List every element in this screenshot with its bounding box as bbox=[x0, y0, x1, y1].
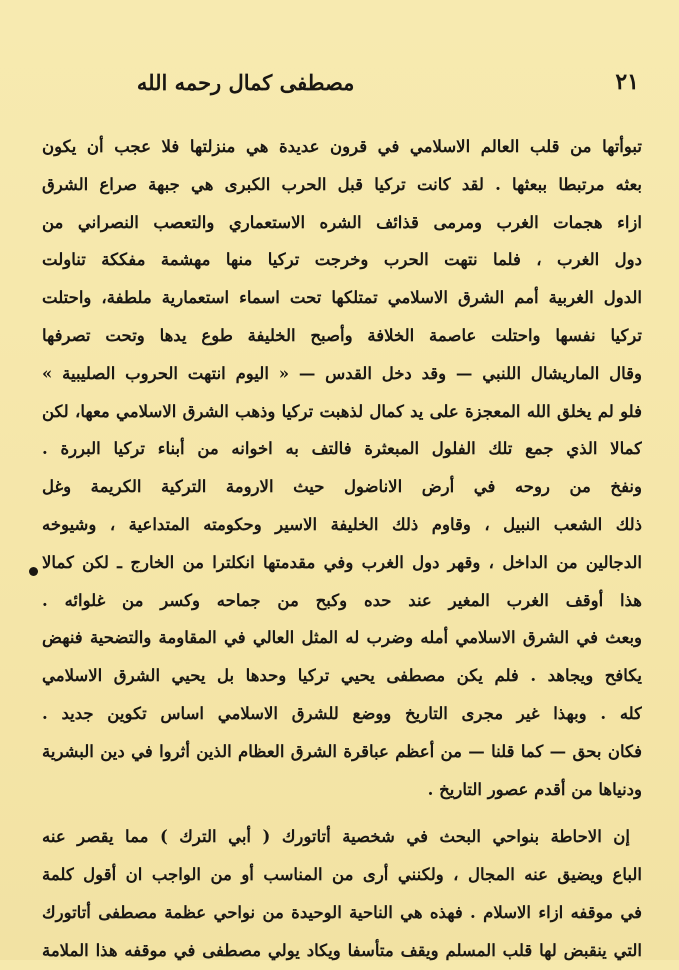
text-line: الباع ويضيق عنه المجال ، ولكنني أرى من المناسب أو من الواجب ان أقول كلمة bbox=[42, 865, 642, 885]
text-line: هذا أوقف الغرب المغير عند حده وكبح من جماحه وكسر من غلوائه . bbox=[42, 590, 642, 610]
text-line: ازاء هجمات الغرب ومرمى قذائف الشره الاستعماري والتعصب النصراني من bbox=[42, 212, 642, 232]
text-line: تركيا نفسها واحتلت عاصمة الخلافة وأصبح الخليفة طوع يدها وتحت تصرفها bbox=[42, 325, 642, 345]
text-line: كله . وبهذا غير مجرى التاريخ ووضع للشرق الاسلامي اساس تكوين جديد . bbox=[42, 703, 642, 723]
text-line: الدول الغربية أمم الشرق الاسلامي تمتلكها تحت اسماء استعمارية ملطفة، واحتلت bbox=[42, 288, 642, 308]
text-line: ودنياها من أقدم عصور التاريخ . bbox=[427, 779, 642, 799]
paragraph bbox=[42, 818, 642, 969]
text-line: بعثه مرتبطا ببعثها . لقد كانت تركيا قبل الحرب الكبرى هي جبهة صراع الشرق bbox=[42, 174, 642, 194]
text-line: الدجالين من الداخل ، وقهر دول الغرب وفي مقدمتها انكلترا من الخارج ـ لكن كمالا bbox=[42, 552, 642, 572]
page-number: ٢١ bbox=[615, 69, 639, 95]
running-title: مصطفى كمال رحمه الله bbox=[136, 69, 355, 95]
body-text bbox=[42, 128, 642, 970]
margin-ink-dot bbox=[29, 567, 38, 576]
text-line: تبوأتها من قلب العالم الاسلامي في قرون عديدة هي منزلتها فلا عجب أن يكون bbox=[42, 137, 642, 156]
text-line: دول الغرب ، فلما نتهت الحرب وخرجت تركيا منها مهشمة مفككة تناولت bbox=[42, 250, 642, 270]
text-line: ذلك الشعب النبيل ، وقاوم ذلك الخليفة الاسير وحكومته المتداعية ، وشيوخه bbox=[42, 514, 642, 534]
text-line: في موقفه ازاء الاسلام . فهذه هي الناحية الوحيدة من نواحي عظمة مصطفى أتاتورك bbox=[42, 902, 642, 922]
paragraph-gap bbox=[42, 808, 642, 818]
text-line: وبعث في الشرق الاسلامي أمله وضرب له المثل العالي في المقاومة والتضحية فنهض bbox=[42, 628, 642, 648]
text-line: ونفخ من روحه في أرض الاناضول حيث الارومة التركية الكريمة وغل bbox=[42, 477, 642, 497]
paragraph bbox=[42, 128, 642, 808]
text-line: وقال الماريشال اللنبي — وقد دخل القدس — « اليوم انتهت الحروب الصليبية » bbox=[42, 363, 642, 383]
text-line: يكافح ويجاهد . فلم يكن مصطفى يحيي تركيا وحدها بل يحيي الشرق الاسلامي bbox=[42, 666, 642, 686]
text-line: إن الاحاطة بنواحي البحث في شخصية أتاتورك ( أبي الترك ) مما يقصر عنه bbox=[42, 827, 630, 847]
text-line: كمالا الذي جمع تلك الفلول المبعثرة فالتف به اخوانه من أبناء تركيا البررة . bbox=[42, 439, 642, 459]
text-line: فلو لم يخلق الله المعجزة على يد كمال لذهبت تركيا وذهب الشرق الاسلامي معها، لكن bbox=[42, 401, 642, 421]
text-line: التي ينقبض لها قلب المسلم ويقف متأسفا ويكاد يولي مصطفى في موقفه هذا الملامة bbox=[42, 940, 642, 960]
page-header bbox=[44, 62, 639, 102]
text-line: فكان بحق — كما قلنا — من أعظم عباقرة الشرق العظام الذين أثروا في دين البشرية bbox=[42, 741, 642, 761]
